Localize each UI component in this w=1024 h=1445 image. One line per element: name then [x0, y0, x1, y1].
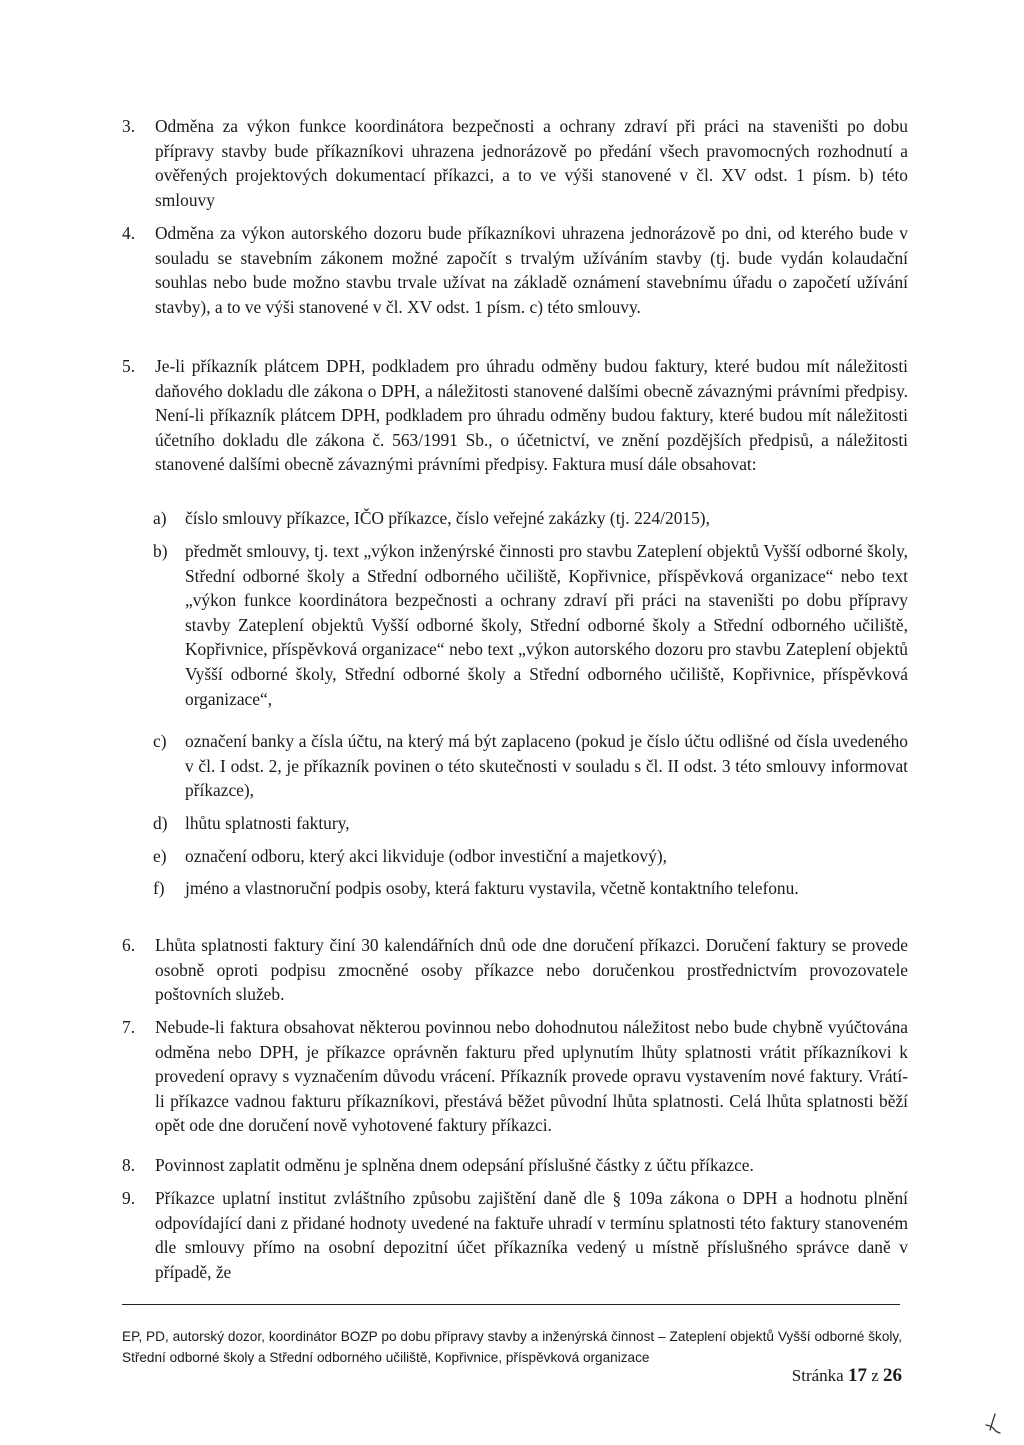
list-text: označení odboru, který akci likviduje (odbor investiční a majetkový), [185, 846, 667, 866]
list-letter: b) [153, 541, 168, 561]
page-total: 26 [883, 1365, 902, 1386]
paragraph-text: Odměna za výkon autorského dozoru bude příkazníkovi uhrazena jednorázově po dni, od kterého bude v souladu se stavebním zákonem možné započít s trvalým užíváním stavby (tj. bude vydán kolaudační souhlas nebo bude možno stavbu trvale užívat na základě oznámení stavebnímu úřadu o započetí užívání stavby), a to ve výši stanovené v čl. XV odst. 1 písm. c) této smlouvy. [155, 223, 908, 317]
paragraph-text: Odměna za výkon funkce koordinátora bezpečnosti a ochrany zdraví při práci na staveništi po dobu přípravy stavby bude příkazníkovi uhrazena jednorázově po předání všech pravomocných rozhodnutí a ověřených projektových dokumentací příkazci, a to ve výši stanovené v čl. XV odst. 1 písm. b) této smlouvy [155, 116, 908, 210]
list-item-a [153, 506, 908, 531]
paragraph-number: 3. [122, 116, 136, 136]
page-current: 17 [847, 1365, 867, 1386]
handwritten-initial [983, 1413, 1003, 1435]
list-text: číslo smlouvy příkazce, IČO příkazce, číslo veřejné zakázky (tj. 224/2015), [185, 508, 710, 528]
paragraph-9 [122, 1186, 908, 1284]
list-letter: f) [153, 878, 165, 898]
paragraph-text: Příkazce uplatní institut zvláštního způsobu zajištění daně dle § 109a zákona o DPH a hodnotu plnění odpovídající dani z přidané hodnoty uvedené na faktuře uhradí v termínu splatnosti této faktury stanoveném dle smlouvy přímo na osobní depozitní účet příkazníka vedený u místně příslušného správce daně v případě, že [155, 1188, 908, 1282]
footer-text: EP, PD, autorský dozor, koordinátor BOZP po dobu přípravy stavby a inženýrská činnost – Zateplení objektů Vyšší odborné školy, Střední odborné školy a Střední odborného učiliště, Kopřivnice, příspěvková organizace [122, 1329, 902, 1365]
paragraph-text: Povinnost zaplatit odměnu je splněna dnem odepsání příslušné částky z účtu příkazce. [155, 1155, 754, 1175]
paragraph-number: 6. [122, 935, 136, 955]
list-item-e [153, 844, 908, 869]
paragraph-text: Nebude-li faktura obsahovat některou povinnou nebo dohodnutou náležitost nebo bude chybně vyúčtována odměna nebo DPH, je příkazce oprávněn fakturu před uplynutím lhůty splatnosti vrátit příkazníkovi k provedení opravy s vyznačením důvodu vrácení. Příkazník provede opravu vystavením nové faktury. Vrátí-li příkazce vadnou fakturu příkazníkovi, přestává běžet původní lhůta splatnosti. Celá lhůta splatnosti běží opět ode dne doručení nově vyhotovené faktury příkazci. [155, 1017, 908, 1136]
list-item-b [153, 539, 908, 711]
list-letter: c) [153, 731, 167, 751]
list-item-f [153, 876, 908, 901]
footer-divider [122, 1304, 900, 1305]
paragraph-number: 7. [122, 1017, 136, 1037]
paragraph-7 [122, 1015, 908, 1138]
list-text: jméno a vlastnoruční podpis osoby, která fakturu vystavila, včetně kontaktního telefonu. [185, 878, 799, 898]
paragraph-6 [122, 933, 908, 1007]
list-text: předmět smlouvy, tj. text „výkon inženýrské činnosti pro stavbu Zateplení objektů Vyšší odborné školy, Střední odborné školy a Střední odborného učiliště, Kopřivnice, příspěvková organizace“ nebo text „výkon funkce koordinátora bezpečnosti a ochrany zdraví při práci na staveništi po dobu přípravy stavby Zateplení objektů Vyšší odborné školy, Střední odborné školy a Střední odborného učiliště, Kopřivnice, příspěvková organizace“ nebo text „výkon autorského dozoru pro stavbu Zateplení objektů Vyšší odborné školy, Střední odborné školy a Střední odborného učiliště, Kopřivnice, příspěvková organizace“, [185, 541, 908, 709]
list-text: označení banky a čísla účtu, na který má být zaplaceno (pokud je číslo účtu odlišné od čísla uvedeného v čl. I odst. 2, je příkazník povinen o této skutečnosti v souladu s čl. II odst. 3 této smlouvy informovat příkazce), [185, 731, 908, 801]
paragraph-8 [122, 1153, 908, 1178]
paragraph-4 [122, 221, 908, 319]
list-item-c [153, 729, 908, 803]
list-letter: e) [153, 846, 167, 866]
paragraph-text: Je-li příkazník plátcem DPH, podkladem pro úhradu odměny budou faktury, které budou mít náležitosti daňového dokladu dle zákona o DPH, a náležitosti stanovené dalšími obecně závaznými právními předpisy. Není-li příkazník plátcem DPH, podkladem pro úhradu odměny budou faktury, které budou mít náležitosti účetního dokladu dle zákona č. 563/1991 Sb., o účetnictví, ve znění pozdějších předpisů, a náležitosti stanovené dalšími obecně závaznými právními předpisy. Faktura musí dále obsahovat: [155, 356, 908, 475]
list-text: lhůtu splatnosti faktury, [185, 813, 350, 833]
list-letter: a) [153, 508, 167, 528]
page-separator: z [871, 1366, 879, 1385]
paragraph-number: 8. [122, 1155, 136, 1175]
paragraph-number: 5. [122, 356, 136, 376]
paragraph-text: Lhůta splatnosti faktury činí 30 kalendářních dnů ode dne doručení příkazci. Doručení faktury se provede osobně oproti podpisu zmocněné osoby příkazce nebo doručenkou prostřednictvím provozovatele poštovních služeb. [155, 935, 908, 1005]
list-letter: d) [153, 813, 168, 833]
paragraph-5 [122, 354, 908, 477]
page-number [792, 1364, 902, 1389]
paragraph-number: 4. [122, 223, 136, 243]
paragraph-number: 9. [122, 1188, 136, 1208]
list-item-d [153, 811, 908, 836]
page-label: Stránka [791, 1366, 844, 1385]
paragraph-3 [122, 114, 908, 212]
